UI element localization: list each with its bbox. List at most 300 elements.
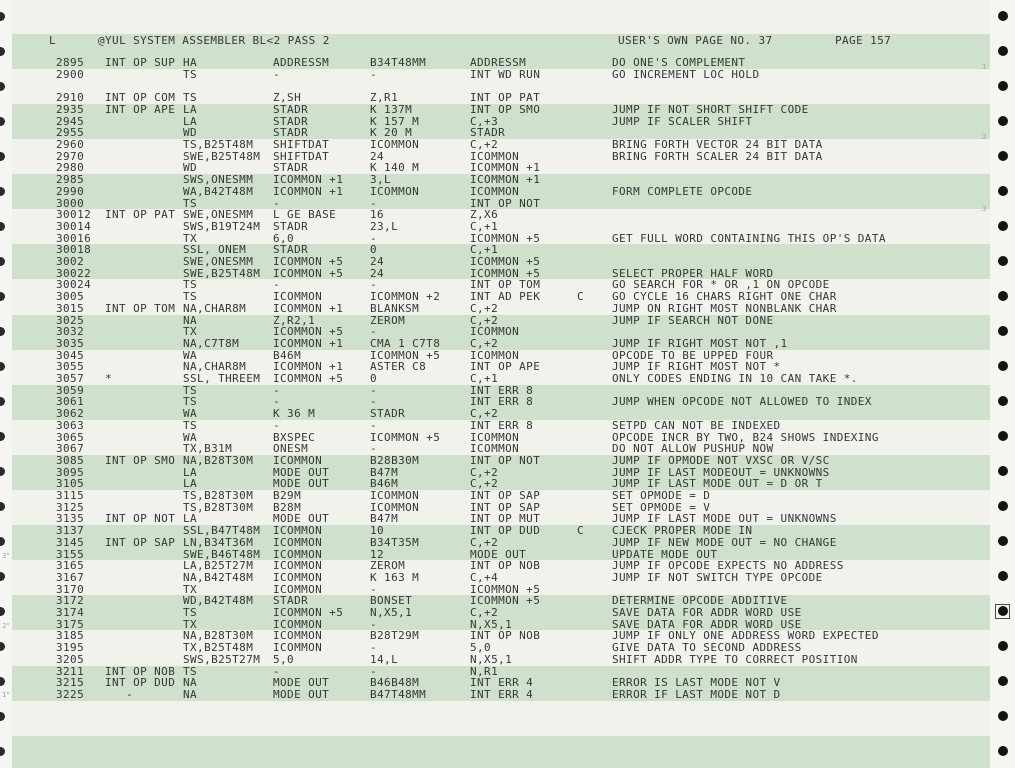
operand-3: INT OP NOB: [470, 559, 541, 573]
listing-header: [0, 35, 990, 47]
operand-1: ADDRESSM: [273, 56, 330, 70]
card-number: 2895: [56, 56, 85, 70]
card-number: 3005: [56, 290, 85, 304]
remark: JUMP IF LAST MODE OUT = D OR T: [612, 477, 823, 491]
assembler-title: @YUL SYSTEM ASSEMBLER BL<2 PASS 2: [98, 34, 330, 47]
operand-3: INT ERR 8: [470, 383, 534, 397]
opcode: NA,B42T48M: [183, 570, 254, 584]
operand-3: N,X5,1: [470, 652, 513, 666]
operand-3: INT OP TOM: [470, 278, 541, 292]
operand-2: B47M: [370, 512, 399, 526]
header-mark: L: [49, 34, 57, 47]
operand-2: -: [370, 617, 378, 631]
opcode: SWS,B25T27M: [183, 652, 261, 666]
opcode: HA: [183, 56, 198, 70]
operand-3: C,+1: [470, 219, 499, 233]
tractor-feed-hole: [998, 571, 1008, 581]
operand-2: ICOMMON +5: [370, 430, 441, 444]
operand-3: INT OP NOT: [470, 453, 541, 467]
operand-2: ASTER C8: [370, 360, 427, 374]
operand-1: 5,0: [273, 652, 295, 666]
opcode: TS: [183, 418, 198, 432]
card-number: 3025: [56, 313, 85, 327]
remark: JUMP IF OPMODE NOT VXSC OR V/SC: [612, 453, 830, 467]
opcode: WA: [183, 348, 198, 362]
card-number: 3085: [56, 453, 85, 467]
card-number: 2970: [56, 149, 85, 163]
operand-3: C,+2: [470, 407, 499, 421]
operand-3: ICOMMON +5: [470, 582, 541, 596]
opcode: TS: [183, 290, 198, 304]
operand-1: ICOMMON: [273, 570, 323, 584]
location-label: -: [105, 687, 134, 701]
opcode: LA: [183, 465, 198, 479]
remark: SETPD CAN NOT BE INDEXED: [612, 418, 781, 432]
card-number: 3055: [56, 360, 85, 374]
operand-3: C,+2: [470, 535, 499, 549]
operand-2: K 20 M: [370, 126, 413, 140]
operand-2: BONSET: [370, 594, 413, 608]
remark: JUMP IF NEW MODE OUT = NO CHANGE: [612, 535, 837, 549]
opcode: WD,B42T48M: [183, 594, 254, 608]
margin-ruler-mark: .2: [980, 133, 987, 141]
operand-1: B46M: [273, 348, 302, 362]
operand-2: 24: [370, 255, 385, 269]
operand-1: -: [273, 67, 281, 81]
card-number: 3067: [56, 442, 85, 456]
card-number: 3045: [56, 348, 85, 362]
card-number: 30018: [56, 243, 92, 257]
operand-1: -: [273, 395, 281, 409]
operand-2: K 137M: [370, 102, 413, 116]
operand-2: B46B48M: [370, 676, 420, 690]
margin-ruler-mark: 1": [2, 691, 10, 699]
remark: DO NOT ALLOW PUSHUP NOW: [612, 442, 774, 456]
operand-3: ICOMMON: [470, 442, 520, 456]
card-number: 3145: [56, 535, 85, 549]
operand-3: ICOMMON: [470, 348, 520, 362]
operand-2: 24: [370, 149, 385, 163]
operand-1: -: [273, 278, 281, 292]
opcode: SSL, THREEM: [183, 372, 261, 386]
operand-1: MODE OUT: [273, 512, 330, 526]
card-number: 3035: [56, 336, 85, 350]
opcode: TS: [183, 606, 198, 620]
card-number: 3135: [56, 512, 85, 526]
location-label: INT OP TOM: [105, 301, 176, 315]
operand-1: ICOMMON +1: [273, 360, 344, 374]
operand-2: ICOMMON +2: [370, 290, 441, 304]
card-number: 3095: [56, 465, 85, 479]
card-number: 3061: [56, 395, 85, 409]
operand-3: ICOMMON: [470, 325, 520, 339]
operand-2: -: [370, 383, 378, 397]
operand-1: ICOMMON +1: [273, 184, 344, 198]
opcode: WA: [183, 407, 198, 421]
remark: JUMP IF LAST MODEOUT = UNKNOWNS: [612, 465, 830, 479]
opcode: SWS,ONESMM: [183, 173, 254, 187]
operand-1: BXSPEC: [273, 430, 316, 444]
card-number: 3032: [56, 325, 85, 339]
operand-2: -: [370, 641, 378, 655]
tractor-feed-hole: [998, 676, 1008, 686]
location-label: INT OP DUD: [105, 676, 176, 690]
operand-1: ICOMMON +5: [273, 266, 344, 280]
card-number: 3225: [56, 687, 85, 701]
remark: JUMP ON RIGHT MOST NONBLANK CHAR: [612, 301, 837, 315]
opcode: SWE,ONESMM: [183, 208, 254, 222]
operand-3: ICOMMON +5: [470, 231, 541, 245]
operand-3: Z,X6: [470, 208, 499, 222]
operand-2: K 157 M: [370, 114, 420, 128]
tractor-feed-hole: [998, 116, 1008, 126]
operand-3: ICOMMON: [470, 149, 520, 163]
opcode: LA: [183, 512, 198, 526]
tractor-feed-hole: [998, 396, 1008, 406]
operand-1: MODE OUT: [273, 687, 330, 701]
operand-2: -: [370, 664, 378, 678]
operand-3: C,+2: [470, 606, 499, 620]
opcode: NA,B28T30M: [183, 629, 254, 643]
card-number: 3015: [56, 301, 85, 315]
flag-mark: C: [577, 524, 585, 538]
operand-1: STADR: [273, 594, 309, 608]
tractor-feed-hole: [998, 746, 1008, 756]
operand-3: ICOMMON +1: [470, 161, 541, 175]
operand-3: N,R1: [470, 664, 499, 678]
card-number: 3165: [56, 559, 85, 573]
operand-1: ICOMMON: [273, 629, 323, 643]
operand-3: C,+1: [470, 243, 499, 257]
card-number: 2985: [56, 173, 85, 187]
card-number: 3167: [56, 570, 85, 584]
opcode: SSL,B47T48M: [183, 524, 261, 538]
remark: OPCODE INCR BY TWO, B24 SHOWS INDEXING: [612, 430, 879, 444]
operand-3: ICOMMON +5: [470, 266, 541, 280]
operand-1: -: [273, 664, 281, 678]
remark: BRING FORTH SCALER 24 BIT DATA: [612, 149, 823, 163]
operand-2: B34T48MM: [370, 56, 427, 70]
location-label: *: [105, 372, 113, 386]
remark: SAVE DATA FOR ADDR WORD USE: [612, 617, 802, 631]
operand-1: Z,SH: [273, 91, 302, 105]
operand-2: B47T48MM: [370, 687, 427, 701]
tractor-feed-hole: [998, 46, 1008, 56]
remark: SET OPMODE = D: [612, 489, 711, 503]
opcode: TX: [183, 231, 198, 245]
card-number: 30016: [56, 231, 92, 245]
card-number: 3115: [56, 489, 85, 503]
card-number: 3185: [56, 629, 85, 643]
operand-2: -: [370, 418, 378, 432]
operand-1: ICOMMON +1: [273, 173, 344, 187]
operand-1: L GE BASE: [273, 208, 337, 222]
user-page-number: USER'S OWN PAGE NO. 37: [618, 34, 773, 47]
opcode: TS: [183, 67, 198, 81]
tractor-feed-hole: [998, 291, 1008, 301]
operand-1: ICOMMON: [273, 535, 323, 549]
tractor-feed-hole: [998, 501, 1008, 511]
card-number: 3105: [56, 477, 85, 491]
operand-2: 16: [370, 208, 385, 222]
remark: JUMP IF NOT SWITCH TYPE OPCODE: [612, 570, 823, 584]
operand-3: MODE OUT: [470, 547, 527, 561]
operand-1: ICOMMON: [273, 547, 323, 561]
opcode: TS: [183, 383, 198, 397]
operand-2: BLANKSM: [370, 301, 420, 315]
card-number: 3057: [56, 372, 85, 386]
operand-3: INT AD PEK: [470, 290, 541, 304]
operand-1: ICOMMON: [273, 617, 323, 631]
card-number: 3125: [56, 500, 85, 514]
operand-3: C,+2: [470, 301, 499, 315]
operand-1: ONESM: [273, 442, 309, 456]
card-number: 3137: [56, 524, 85, 538]
card-number: 3215: [56, 676, 85, 690]
opcode: SSL, ONEM: [183, 243, 247, 257]
tractor-feed-hole: [998, 361, 1008, 371]
operand-1: STADR: [273, 114, 309, 128]
operand-2: K 163 M: [370, 570, 420, 584]
tractor-feed-hole: [998, 606, 1008, 616]
operand-1: ICOMMON +5: [273, 255, 344, 269]
opcode: NA: [183, 676, 198, 690]
margin-ruler-mark: 2": [2, 622, 10, 630]
card-number: 3170: [56, 582, 85, 596]
margin-ruler-mark: 3": [2, 552, 10, 560]
operand-3: ICOMMON +5: [470, 255, 541, 269]
tractor-feed-hole: [998, 711, 1008, 721]
opcode: TS: [183, 91, 198, 105]
opcode: WD: [183, 126, 198, 140]
location-label: INT OP SMO: [105, 453, 176, 467]
remark: CJECK PROPER MODE IN: [612, 524, 753, 538]
operand-2: B34T35M: [370, 535, 420, 549]
operand-2: ZEROM: [370, 559, 406, 573]
remark: FORM COMPLETE OPCODE: [612, 184, 753, 198]
operand-3: INT ERR 8: [470, 395, 534, 409]
operand-1: STADR: [273, 219, 309, 233]
card-number: 2900: [56, 67, 85, 81]
tractor-feed-hole: [998, 151, 1008, 161]
operand-1: ICOMMON: [273, 582, 323, 596]
card-number: 30024: [56, 278, 92, 292]
operand-1: MODE OUT: [273, 477, 330, 491]
operand-2: -: [370, 231, 378, 245]
operand-3: STADR: [470, 126, 506, 140]
operand-3: INT OP MUT: [470, 512, 541, 526]
card-number: 2945: [56, 114, 85, 128]
operand-2: -: [370, 67, 378, 81]
opcode: TX: [183, 582, 198, 596]
remark: JUMP WHEN OPCODE NOT ALLOWED TO INDEX: [612, 395, 872, 409]
operand-2: 12: [370, 547, 385, 561]
operand-1: STADR: [273, 126, 309, 140]
opcode: TS: [183, 196, 198, 210]
remark: SAVE DATA FOR ADDR WORD USE: [612, 606, 802, 620]
opcode: TS,B28T30M: [183, 500, 254, 514]
flag-mark: C: [577, 290, 585, 304]
operand-3: ICOMMON +5: [470, 594, 541, 608]
operand-3: 5,0: [470, 641, 492, 655]
location-label: INT OP SAP: [105, 535, 176, 549]
card-number: 3175: [56, 617, 85, 631]
opcode: TX: [183, 617, 198, 631]
card-number: 3211: [56, 664, 85, 678]
operand-2: ICOMMON: [370, 184, 420, 198]
operand-1: ICOMMON +1: [273, 301, 344, 315]
card-number: 2935: [56, 102, 85, 116]
remark: JUMP IF RIGHT MOST NOT ,1: [612, 336, 788, 350]
operand-3: INT WD RUN: [470, 67, 541, 81]
operand-1: B29M: [273, 489, 302, 503]
operand-1: MODE OUT: [273, 465, 330, 479]
card-number: 3059: [56, 383, 85, 397]
card-number: 3205: [56, 652, 85, 666]
tractor-feed-hole: [998, 641, 1008, 651]
opcode: WA,B42T48M: [183, 184, 254, 198]
operand-3: C,+1: [470, 372, 499, 386]
green-bar-band: [12, 736, 990, 768]
operand-3: INT OP NOB: [470, 629, 541, 643]
location-label: INT OP NOB: [105, 664, 176, 678]
operand-1: ICOMMON +5: [273, 606, 344, 620]
opcode: TX,B31M: [183, 442, 233, 456]
remark: JUMP IF ONLY ONE ADDRESS WORD EXPECTED: [612, 629, 879, 643]
operand-2: B47M: [370, 465, 399, 479]
opcode: WA: [183, 430, 198, 444]
opcode: TX: [183, 325, 198, 339]
tractor-feed-hole: [998, 326, 1008, 336]
operand-2: ICOMMON: [370, 500, 420, 514]
card-number: 3000: [56, 196, 85, 210]
listing-line: [0, 630, 990, 642]
operand-3: C,+3: [470, 114, 499, 128]
operand-1: ICOMMON: [273, 641, 323, 655]
operand-2: ICOMMON: [370, 138, 420, 152]
operand-2: -: [370, 582, 378, 596]
operand-2: ZEROM: [370, 313, 406, 327]
operand-1: -: [273, 383, 281, 397]
operand-1: STADR: [273, 102, 309, 116]
operand-3: N,X5,1: [470, 617, 513, 631]
remark: JUMP IF SEARCH NOT DONE: [612, 313, 774, 327]
opcode: TS: [183, 664, 198, 678]
operand-2: STADR: [370, 407, 406, 421]
operand-2: K 140 M: [370, 161, 420, 175]
tractor-feed-hole: [998, 431, 1008, 441]
operand-2: 14,L: [370, 652, 399, 666]
operand-2: B28T29M: [370, 629, 420, 643]
opcode: TS: [183, 278, 198, 292]
operand-2: B46M: [370, 477, 399, 491]
remark: GO INCREMENT LOC HOLD: [612, 67, 760, 81]
card-number: 2960: [56, 138, 85, 152]
opcode: LA: [183, 477, 198, 491]
operand-3: INT OP SAP: [470, 500, 541, 514]
operand-2: ICOMMON: [370, 489, 420, 503]
operand-3: INT OP APE: [470, 360, 541, 374]
operand-3: ADDRESSM: [470, 56, 527, 70]
operand-1: ICOMMON +1: [273, 336, 344, 350]
operand-1: ICOMMON: [273, 524, 323, 538]
operand-2: 10: [370, 524, 385, 538]
operand-3: INT OP SAP: [470, 489, 541, 503]
location-label: INT OP COM: [105, 91, 176, 105]
card-number: 3195: [56, 641, 85, 655]
operand-3: C,+2: [470, 138, 499, 152]
card-number: 3002: [56, 255, 85, 269]
tractor-feed-hole: [998, 186, 1008, 196]
operand-2: -: [370, 442, 378, 456]
operand-2: ICOMMON +5: [370, 348, 441, 362]
tractor-feed-hole: [998, 11, 1008, 21]
operand-2: 0: [370, 372, 378, 386]
remark: GET FULL WORD CONTAINING THIS OP'S DATA: [612, 231, 886, 245]
operand-1: ICOMMON: [273, 559, 323, 573]
opcode: TS,B25T48M: [183, 138, 254, 152]
operand-2: 23,L: [370, 219, 399, 233]
location-label: INT OP NOT: [105, 512, 176, 526]
operand-3: C,+2: [470, 313, 499, 327]
opcode: NA,B28T30M: [183, 453, 254, 467]
operand-1: B28M: [273, 500, 302, 514]
card-number: 3063: [56, 418, 85, 432]
listing-line: [0, 689, 990, 701]
operand-3: INT OP SMO: [470, 102, 541, 116]
operand-2: 3,L: [370, 173, 392, 187]
remark: ONLY CODES ENDING IN 10 CAN TAKE *.: [612, 372, 858, 386]
opcode: SWE,B25T48M: [183, 266, 261, 280]
remark: DETERMINE OPCODE ADDITIVE: [612, 594, 788, 608]
opcode: NA: [183, 313, 198, 327]
operand-1: SHIFTDAT: [273, 149, 330, 163]
opcode: TS: [183, 395, 198, 409]
operand-2: Z,R1: [370, 91, 399, 105]
operand-1: STADR: [273, 161, 309, 175]
location-label: INT OP PAT: [105, 208, 176, 222]
remark: ERROR IF LAST MODE NOT D: [612, 687, 781, 701]
remark: OPCODE TO BE UPPED FOUR: [612, 348, 774, 362]
remark: SELECT PROPER HALF WORD: [612, 266, 774, 280]
card-number: 2955: [56, 126, 85, 140]
listing-line: [0, 69, 990, 81]
opcode: SWE,B46T48M: [183, 547, 261, 561]
operand-3: ICOMMON: [470, 184, 520, 198]
remark: GO CYCLE 16 CHARS RIGHT ONE CHAR: [612, 290, 837, 304]
card-number: 3065: [56, 430, 85, 444]
tractor-feed-hole: [998, 536, 1008, 546]
remark: GO SEARCH FOR * OR ,1 ON OPCODE: [612, 278, 830, 292]
margin-ruler-mark: .1: [980, 63, 987, 71]
operand-1: ICOMMON: [273, 453, 323, 467]
operand-2: B28B30M: [370, 453, 420, 467]
operand-1: ICOMMON +5: [273, 372, 344, 386]
remark: ERROR IS LAST MODE NOT V: [612, 676, 781, 690]
opcode: NA,C7T8M: [183, 336, 240, 350]
remark: JUMP IF OPCODE EXPECTS NO ADDRESS: [612, 559, 844, 573]
operand-1: ICOMMON +5: [273, 325, 344, 339]
card-number: 3155: [56, 547, 85, 561]
opcode: TX,B25T48M: [183, 641, 254, 655]
operand-1: -: [273, 418, 281, 432]
operand-3: INT OP NOT: [470, 196, 541, 210]
card-number: 30014: [56, 219, 92, 233]
opcode: SWE,ONESMM: [183, 255, 254, 269]
tractor-feed-hole: [998, 221, 1008, 231]
card-number: 30022: [56, 266, 92, 280]
remark: JUMP IF LAST MODE OUT = UNKNOWNS: [612, 512, 837, 526]
